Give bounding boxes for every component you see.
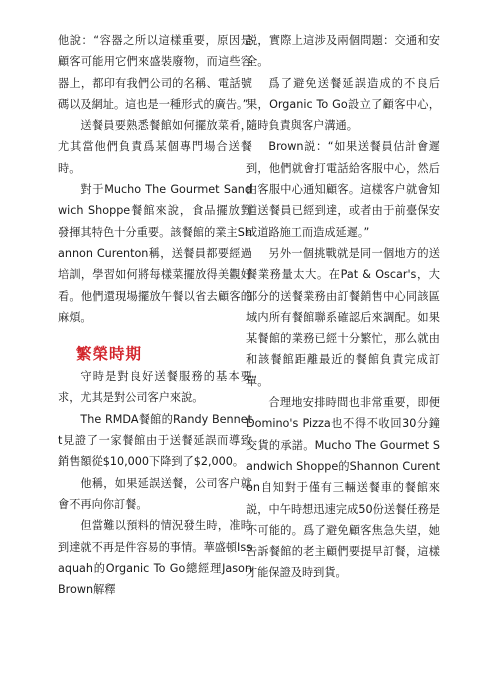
- paragraph-presentation: 送餐員要熟悉餐館如何擺放菜肴，尤其當他們負責爲某個專門場合送餐時。: [58, 119, 252, 175]
- paragraph-volume-challenge: 另外一個挑戰就是同一個地方的送餐業務量太大。在Pat & Oscar's，大部分的送餐業務由訂餐銷售中心同該區域内所有餐館聯系確認后來調配。如果某餐館的業務已經十分繁忙，那么就由和該餐館距離最近的餐館負責完成訂單。: [246, 246, 440, 388]
- paragraph-rmda: The RMDA餐館的Randy Bennett見證了一家餐館由于送餐延誤而導致銷售額從$10,000下降到了$2,000。: [58, 412, 252, 469]
- paragraph-customer-center: 爲了避免送餐延誤造成的不良后果，Organic To Go設立了顧客中心，隨時負責與客户溝通。: [246, 76, 440, 133]
- quote-paragraph: 他說：“容器之所以這樣重要，原因是顧客可能用它們來盛裝廢物，而這些容器上，都印有我們公司的名稱、電話號碼以及網址。這也是一種形式的廣告。”: [58, 34, 252, 111]
- paragraph-punctuality: 守時是對良好送餐服務的基本要求，尤其是對公司客户來說。: [58, 370, 252, 405]
- paragraph-scheduling: 合理地安排時間也非常重要，即便Domino's Pizza也不得不收回30分鐘交貨的承諾。Mucho The Gourmet Sandwich Shoppe的Shannon Curenton自知對于僅有三輛送餐車的餐館來説，中午時想迅速完成50份送餐任務是不可能的。爲了避免顧客焦急失望，她告訴餐館的老主顧們要提早訂餐，這樣才能保證及時到貨。: [246, 396, 440, 580]
- left-column: [58, 30, 252, 600]
- paragraph-continuation: 説，實際上這涉及兩個問題：交通和安全。: [246, 34, 440, 69]
- section-heading: 繁榮時期: [76, 344, 143, 364]
- paragraph-organic-to-go: 但當難以預料的情況發生時，准時到達就不再是件容易的事情。華盛頓Issaquah的Organic To Go總經理Jason Brown解釋: [58, 519, 252, 597]
- paragraph-brown-quote: Brown説：“如果送餐員估計會遲到，他們就會打電話給客服中心，然后由客服中心通知顧客。這樣客户就會知道送餐員已經到達，或者由于前臺保安或道路施工而造成延遲。”: [246, 140, 440, 239]
- right-column: [246, 30, 440, 584]
- paragraph-mucho: 對于Mucho The Gourmet Sandwich Shoppe餐館來說，食品擺放對發揮其特色十分重要。該餐館的業主Shannon Curenton稱，送餐員都要經過培訓，學習如何將每樣菜擺放得美觀好看。他們還現場擺放午餐以省去顧客的麻煩。: [58, 183, 252, 324]
- paragraph-corporate-clients: 他稱，如果延誤送餐，公司客户就會不再向你訂餐。: [58, 476, 252, 511]
